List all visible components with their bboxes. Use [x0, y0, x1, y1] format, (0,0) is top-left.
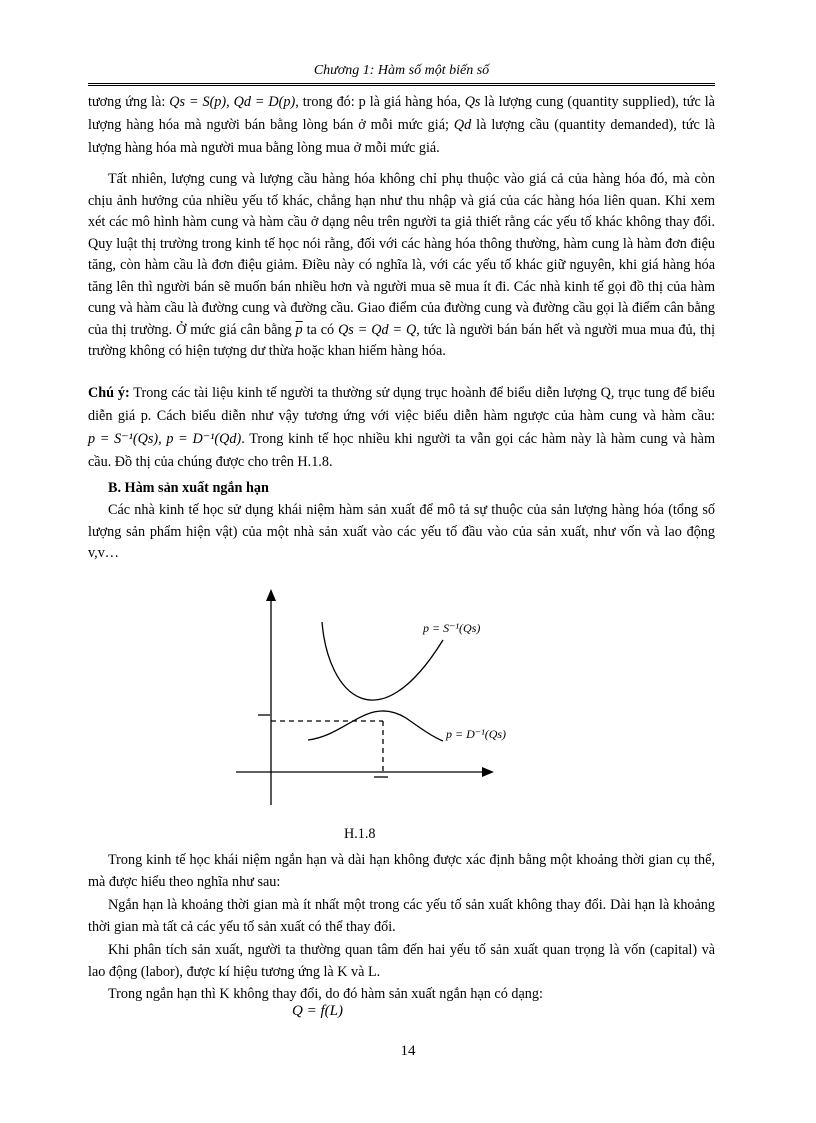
text: Trong các tài liệu kinh tế người ta thường sử dụng trục hoành để biểu diễn lượng Q, trục tung để biểu diễn giá p. Cách biểu diễn như vậy tương ứng với việc biểu diễn hàm ngược của hàm cung và hàm cầu:	[88, 385, 715, 424]
formula-supply-demand: Qs = S(p), Qd = D(p)	[169, 94, 296, 110]
symbol-qd: Qd	[453, 117, 472, 133]
demand-curve	[308, 711, 443, 741]
paragraph-supply-demand-definition	[88, 91, 715, 160]
x-axis-arrow	[482, 767, 494, 777]
paragraph-definition: Ngắn hạn là khoảng thời gian mà ít nhất một trong các yếu tố sản xuất không thay đổi. Dài hạn là khoảng thời gian mà tất cả các yếu tố sản xuất có thể thay đổi.	[88, 897, 715, 935]
section-heading: B. Hàm sản xuất ngắn hạn	[108, 480, 269, 496]
paragraph-production: Các nhà kinh tế học sử dụng khái niệm hàm sản xuất để mô tả sự thuộc của sản lượng hàng hóa (tổng số lượng sản phẩm hiện vật) của một nhà sản xuất vào các yếu tố đầu vào của sản xuất, như vốn và lao động v,v…	[88, 502, 715, 561]
text: tương ứng là:	[88, 94, 170, 110]
paragraph-capital-labor: Khi phân tích sản xuất, người ta thường quan tâm đến hai yếu tố sản xuất quan trọng là vốn (capital) và lao động (labor), được kí hiệu tương ứng là K và L.	[88, 942, 715, 980]
formula-production: Q = f(L)	[292, 1003, 343, 1019]
formula-equilibrium: Qs = Qd = Q	[338, 321, 417, 338]
paragraph-note	[88, 382, 715, 474]
supply-demand-figure	[228, 585, 507, 810]
supply-label: p = S⁻¹(Qs)	[423, 621, 481, 635]
text: . Trong kinh tế học nhiều khi người ta vẫn gọi các hàm này là hàm cung và hàm cầu. Đồ thị của chúng được cho trên H.1.8.	[88, 431, 715, 470]
paragraph-market-law	[88, 169, 715, 363]
demand-label: p = D⁻¹(Qs)	[446, 727, 507, 741]
page-number: 14	[400, 1043, 416, 1059]
text: , trong đó: p là giá hàng hóa,	[295, 94, 465, 110]
header-rule	[88, 83, 715, 86]
y-axis-arrow	[266, 589, 276, 601]
paragraph-short-long-run: Trong kinh tế học khái niệm ngắn hạn và dài hạn không được xác định bằng một khoảng thời gian cụ thể, mà được hiểu theo nghĩa như sau:	[88, 852, 715, 890]
formula-inverse: p = S⁻¹(Qs), p = D⁻¹(Qd)	[88, 431, 242, 447]
text: Tất nhiên, lượng cung và lượng cầu hàng hóa không chỉ phụ thuộc vào giá cả của hàng hóa đó, mà còn chịu ảnh hưởng của nhiều yếu tố khác, chẳng hạn như thu nhập và giá của các hàng hóa liên quan. Khi xem xét các mô hình hàm cung và hàm cầu ở dạng nêu trên người ta giả thiết rằng các yếu tố khác không thay đổi. Quy luật thị trường trong kinh tế học nói rằng, đối với các hàng hóa thông thường, hàm cung là hàm đơn điệu tăng, còn hàm cầu là đơn điệu giảm. Điều này có nghĩa là, với các yếu tố khác giữ nguyên, khi giá hàng hóa tăng lên thì người bán sẽ muốn bán nhiều hơn và người mua sẽ mua ít đi. Các nhà kinh tế gọi đồ thị của hàm cung và hàm cầu là đường cung và đường cầu. Giao điểm của đường cung và đường cầu gọi là điểm cân bằng của thị trường. Ở mức giá cân bằng	[88, 171, 715, 338]
page-header: Chương 1: Hàm số một biến số	[313, 63, 490, 78]
text: ta có	[302, 321, 339, 338]
symbol-pbar: $\overline{p}$	[295, 321, 303, 338]
text: là lượng cung (quantity supplied), tức là lượng hàng hóa mà người bán bằng lòng bán ở mỗi mức giá;	[88, 94, 715, 133]
note-label: Chú ý:	[88, 385, 130, 401]
figure-caption: H.1.8	[344, 826, 376, 842]
paragraph-short-run-function: Trong ngắn hạn thì K không thay đổi, do đó hàm sản xuất ngắn hạn có dạng:	[108, 986, 543, 1002]
symbol-qs: Qs	[464, 94, 481, 110]
text: , tức là người bán bán hết và người mua mua đủ, thị trường không có hiện tượng dư thừa hoặc khan hiếm hàng hóa.	[88, 321, 716, 359]
text: là lượng cầu (quantity demanded), tức là lượng hàng hóa mà người mua bằng lòng mua ở mỗi mức giá.	[88, 117, 715, 156]
